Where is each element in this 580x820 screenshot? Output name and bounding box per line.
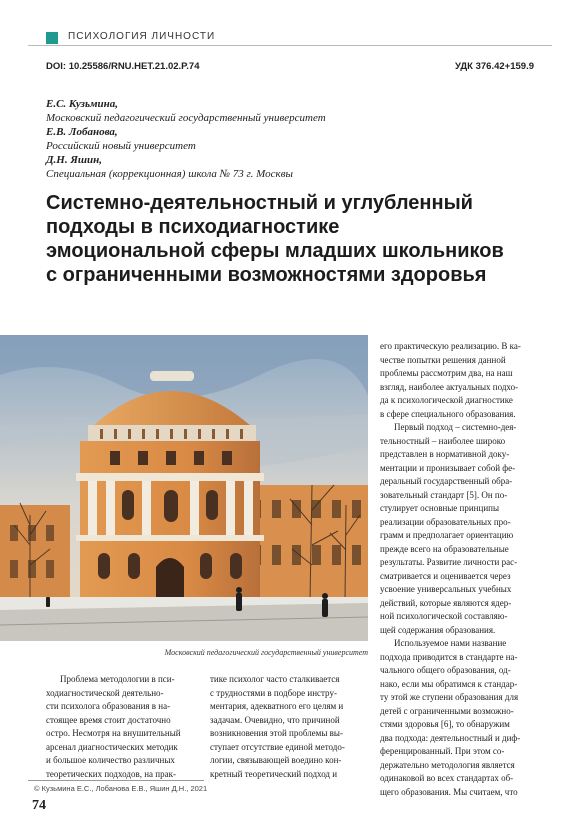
text-line: чального общего образования, од- [380,665,511,675]
text-line: логии, связывающей воедино кон- [210,755,342,765]
text-line: подхода приводится в стандарте на- [380,651,518,662]
text-line: ментария, адекватного его целям и [210,701,344,711]
text-line: в сфере специального образования. [380,408,516,419]
text-line: тельностный – наиболее широко [380,435,506,446]
text-line: грамм и предполагает ориентацию [380,530,514,540]
text-line: арсенал диагностических методик [46,741,178,752]
text-line: ной психологической составляю- [380,611,508,621]
title-line: с ограниченными возможностями здоровья [46,264,487,286]
text-line: проблемы рассмотрим два, на наш [380,368,513,378]
text-line: сматривается и оценивается через [380,570,511,581]
author-affiliation: Московский педагогический государственный университет [46,112,326,124]
text-line: возникновения этой проблемы вы- [210,728,343,738]
text-line: честве попытки решения данной [380,354,506,365]
text-line: действий, которые являются ядер- [380,597,512,608]
text-line: ходиагностической деятельно- [46,687,164,698]
author-name: Д.Н. Яшин, [46,154,103,166]
body-column-left [46,673,194,781]
text-line: Проблема методологии в пси- [60,674,175,684]
author-name: Е.С. Кузьмина, [46,98,118,110]
text-line: Первый подход – системно-дея- [394,422,517,432]
title-line: Системно-деятельностный и углубленный [46,192,473,214]
footer-rule [28,780,204,781]
text-line: щей содержания образования. [380,624,496,635]
text-line: Используемое нами название [394,638,507,648]
text-line: ступает отсутствие единой методо- [210,741,345,752]
photo-caption: Московский педагогический государственный университет [164,648,368,657]
text-line: реализации образовательных про- [380,516,511,527]
page-number: 74 [32,798,46,813]
text-line: зовательный стандарт [5]. Он по- [380,489,508,500]
text-line: его практическую реализацию. В ка- [380,341,521,351]
text-line: щего образования. Мы считаем, что [380,786,518,797]
text-line: и большое количество различных [46,755,175,765]
text-line: прежде всего на образовательные [380,543,509,554]
author-affiliation: Специальная (коррекционная) школа № 73 г. Москвы [46,168,293,180]
text-line: усвоение универсальных учебных [380,584,512,594]
text-line: стоящее время стоит достаточно [46,714,171,725]
text-line: деральный государственный обра- [380,476,513,486]
text-line: теоретических подходов, на прак- [46,768,176,779]
text-line: взгляд, наиболее актуальных подхо- [380,381,519,392]
body-column-middle [210,673,368,781]
copyright-notice: © Кузьмина Е.С., Лобанова Е.В., Яшин Д.Н., 2021 [34,784,208,793]
section-rule [28,45,552,46]
section-marker-square [46,32,58,44]
doi: DOI: 10.25586/RNU.HET.21.02.P.74 [46,61,200,72]
text-line: ференцированный. При этом со- [380,746,505,756]
text-line: одинаковой во всех стандартах об- [380,773,514,783]
text-line: сти психолога образования в на- [46,701,171,711]
text-line: ментации и пронизывает собой фе- [380,462,516,473]
text-line: результаты. Развитие личности рас- [380,557,518,567]
author-affiliation: Российский новый университет [46,140,196,152]
text-line: задачам. Очевидно, что причиной [210,714,340,725]
text-line: тике психолог часто сталкивается [210,674,340,684]
text-line: представлен в нормативной доку- [380,449,510,459]
udk-code: УДК 376.42+159.9 [454,61,534,72]
article-meta [46,61,534,75]
text-line: остро. Несмотря на внушительный [46,728,181,738]
body-column-right [380,340,538,799]
text-line: да к психологической диагностике [380,395,513,405]
university-building-photo [0,335,368,641]
title-line: эмоциональной сферы младших школьников [46,240,504,262]
text-line: с трудностями в подборе инстру- [210,687,337,698]
article-title [46,191,546,287]
title-line: подходы в психодиагностике [46,216,340,238]
text-line: нако, если мы обратимся к стандар- [380,678,518,689]
section-title: ПСИХОЛОГИЯ ЛИЧНОСТИ [68,31,216,42]
text-line: ту этой же ступени образования для [380,692,519,702]
text-line: стями здоровья [6], то обнаружим [380,719,510,729]
text-line: держательно методология является [380,759,515,770]
author-name: Е.В. Лобанова, [46,126,118,138]
text-line: кретный теоретический подход и [210,768,338,779]
section-header [28,30,552,46]
text-line: два подхода: деятельностный и диф- [380,732,521,743]
text-line: детей с ограниченными возможно- [380,705,514,716]
authors-block [46,97,534,181]
text-line: стулирует основные принципы [380,503,499,513]
